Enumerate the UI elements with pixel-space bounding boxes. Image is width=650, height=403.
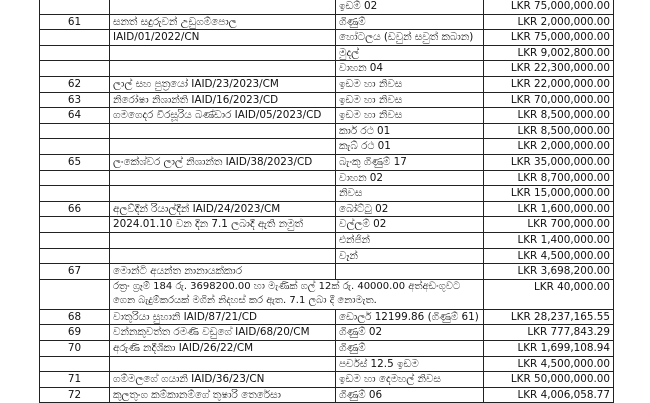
table-row: [40, 309, 614, 325]
asset-amount: LKR 35,000,000.00: [484, 154, 614, 170]
suspect-name: [110, 186, 336, 202]
table-row: [40, 232, 614, 248]
row-number: 71: [40, 372, 110, 388]
suspect-name: [110, 45, 336, 61]
table-row: [40, 14, 614, 30]
asset-amount: LKR 4,500,000.00: [484, 248, 614, 264]
row-number: [40, 123, 110, 139]
asset-description: ඉඩම් 02: [336, 0, 484, 14]
table-row: [40, 372, 614, 388]
row-number: [40, 279, 110, 309]
suspect-name: වාතුරියා සුහානි IAID/87/21/CD: [110, 309, 336, 325]
table-row: [40, 0, 614, 14]
asset-amount: LKR 2,000,000.00: [484, 14, 614, 30]
asset-description: වාහන 02: [336, 170, 484, 186]
asset-description: ගිණුම්: [336, 341, 484, 357]
asset-description: [336, 264, 484, 280]
asset-table: [39, 0, 614, 403]
row-number: 62: [40, 76, 110, 92]
asset-description: ඉඩම හා නිවස: [336, 76, 484, 92]
suspect-name: [110, 139, 336, 155]
asset-amount: LKR 8,500,000.00: [484, 108, 614, 124]
row-number: 69: [40, 325, 110, 341]
row-number: [40, 0, 110, 14]
table-row: [40, 264, 614, 280]
row-number: 66: [40, 201, 110, 217]
asset-description: බැංකු ගිණුම් 17: [336, 154, 484, 170]
suspect-name: ලංකේශ්වර ලාල් නිශාන්ත IAID/38/2023/CD: [110, 154, 336, 170]
row-number: [40, 139, 110, 155]
asset-description: බෝට්ටු 02: [336, 201, 484, 217]
table-row: [40, 201, 614, 217]
asset-amount: LKR 777,843.29: [484, 325, 614, 341]
row-number: 63: [40, 92, 110, 108]
asset-amount: LKR 4,500,000.00: [484, 356, 614, 372]
suspect-name: කුලතුංග කම්කානම්ගේ තුෂාරි තෙරේසා: [110, 387, 336, 403]
suspect-name: [110, 232, 336, 248]
asset-description: කාර් රථ 01: [336, 123, 484, 139]
table-row: [40, 108, 614, 124]
table-row: [40, 341, 614, 357]
row-number: [40, 356, 110, 372]
suspect-name: මොන්ටි අයන්ත නානායක්කාර: [110, 264, 336, 280]
row-number: 67: [40, 264, 110, 280]
asset-amount: LKR 1,600,000.00: [484, 201, 614, 217]
row-number: [40, 170, 110, 186]
table-row: [40, 325, 614, 341]
table-row: [40, 387, 614, 403]
row-number: [40, 186, 110, 202]
asset-description: හෝටලය (ඩවුන් සවුත් කබාන): [336, 30, 484, 46]
table-row: [40, 217, 614, 233]
row-number: 68: [40, 309, 110, 325]
suspect-name: අලව්දීන් රියාල්දීන් IAID/24/2023/CM: [110, 201, 336, 217]
case-note: රත්‍රං ග්‍රෑම් 184 රු. 3698200.00 හා මැණික් ගල් 12ක් රු. 40000.00 අත්අඩංගුවට ගෙන බැදුම්කරයක් මගින් නිදහස් කර ඇත. 7.1 ලබා දී නොමැත.: [110, 279, 484, 309]
suspect-name: ගම්මලගේ ගයානි IAID/36/23/CN: [110, 372, 336, 388]
suspect-name: නිරෝෂා නිශාන්ති IAID/16/2023/CD: [110, 92, 336, 108]
suspect-name: [110, 170, 336, 186]
asset-description: ගිණුම් 06: [336, 387, 484, 403]
row-number: 72: [40, 387, 110, 403]
asset-amount: LKR 4,006,058.77: [484, 387, 614, 403]
asset-amount: LKR 8,500,000.00: [484, 123, 614, 139]
suspect-name: [110, 61, 336, 77]
asset-description: වෑන්: [336, 248, 484, 264]
suspect-name: [110, 0, 336, 14]
asset-amount: LKR 8,700,000.00: [484, 170, 614, 186]
asset-description: ඩොලර් 12199.86 (ගිණුම් 61): [336, 309, 484, 325]
row-number: [40, 45, 110, 61]
asset-amount: LKR 40,000.00: [484, 279, 614, 309]
asset-description: පර්චස් 12.5 ඉඩම: [336, 356, 484, 372]
row-number: 64: [40, 108, 110, 124]
asset-description: ඉඩම හා නිවස: [336, 108, 484, 124]
asset-description: නිවස: [336, 186, 484, 202]
asset-description: කැබ් රථ 01: [336, 139, 484, 155]
row-number: [40, 248, 110, 264]
table-row: [40, 139, 614, 155]
table-row: [40, 356, 614, 372]
suspect-name: [110, 123, 336, 139]
suspect-name: වන්නකුවත්ත රමණි වඩුගේ IAID/68/20/CM: [110, 325, 336, 341]
asset-description: ගිණුම් 02: [336, 325, 484, 341]
table-row: [40, 61, 614, 77]
asset-description: ගිණුම්: [336, 14, 484, 30]
asset-amount: LKR 9,002,800.00: [484, 45, 614, 61]
table-row: [40, 154, 614, 170]
asset-amount: LKR 50,000,000.00: [484, 372, 614, 388]
asset-amount: LKR 70,000,000.00: [484, 92, 614, 108]
row-number: [40, 232, 110, 248]
table-row: [40, 170, 614, 186]
asset-description: මුදල්: [336, 45, 484, 61]
row-number: [40, 30, 110, 46]
asset-amount: LKR 2,000,000.00: [484, 139, 614, 155]
suspect-name: ලාල් සහ පුත්‍රයෝ IAID/23/2023/CM: [110, 76, 336, 92]
asset-amount: LKR 3,698,200.00: [484, 264, 614, 280]
table-row: [40, 248, 614, 264]
asset-amount: LKR 15,000,000.00: [484, 186, 614, 202]
table-row: [40, 45, 614, 61]
asset-amount: LKR 75,000,000.00: [484, 30, 614, 46]
asset-description: එන්ජින්: [336, 232, 484, 248]
asset-description: වල්ලම් 02: [336, 217, 484, 233]
suspect-name: සනත් සදුරුවන් උඩුගම්පොල: [110, 14, 336, 30]
row-number: [40, 217, 110, 233]
asset-description: වාහන 04: [336, 61, 484, 77]
suspect-name: ගමගෙදර වීරසූරිය බණ්ඩාර IAID/05/2023/CD: [110, 108, 336, 124]
suspect-name: [110, 356, 336, 372]
table-row: [40, 123, 614, 139]
asset-amount: LKR 75,000,000.00: [484, 0, 614, 14]
suspect-name: අරුණි නදීශිකා IAID/26/22/CM: [110, 341, 336, 357]
asset-description: ඉඩම හා නිවස: [336, 92, 484, 108]
table-row: [40, 92, 614, 108]
asset-amount: LKR 28,237,165.55: [484, 309, 614, 325]
suspect-name: [110, 248, 336, 264]
asset-description: ඉඩම හා දෙමහල් නිවස: [336, 372, 484, 388]
suspect-name: 2024.01.10 වන දින 7.1 ලබාදී ඇති නමුත්: [110, 217, 336, 233]
table-row: [40, 76, 614, 92]
asset-table-body: [40, 0, 614, 403]
suspect-name: IAID/01/2022/CN: [110, 30, 336, 46]
row-number: [40, 61, 110, 77]
asset-amount: LKR 22,300,000.00: [484, 61, 614, 77]
asset-amount: LKR 1,400,000.00: [484, 232, 614, 248]
asset-amount: LKR 1,699,108.94: [484, 341, 614, 357]
asset-amount: LKR 700,000.00: [484, 217, 614, 233]
row-number: 70: [40, 341, 110, 357]
table-row: [40, 279, 614, 309]
asset-amount: LKR 22,000,000.00: [484, 76, 614, 92]
table-row: [40, 186, 614, 202]
row-number: 65: [40, 154, 110, 170]
row-number: 61: [40, 14, 110, 30]
table-row: [40, 30, 614, 46]
